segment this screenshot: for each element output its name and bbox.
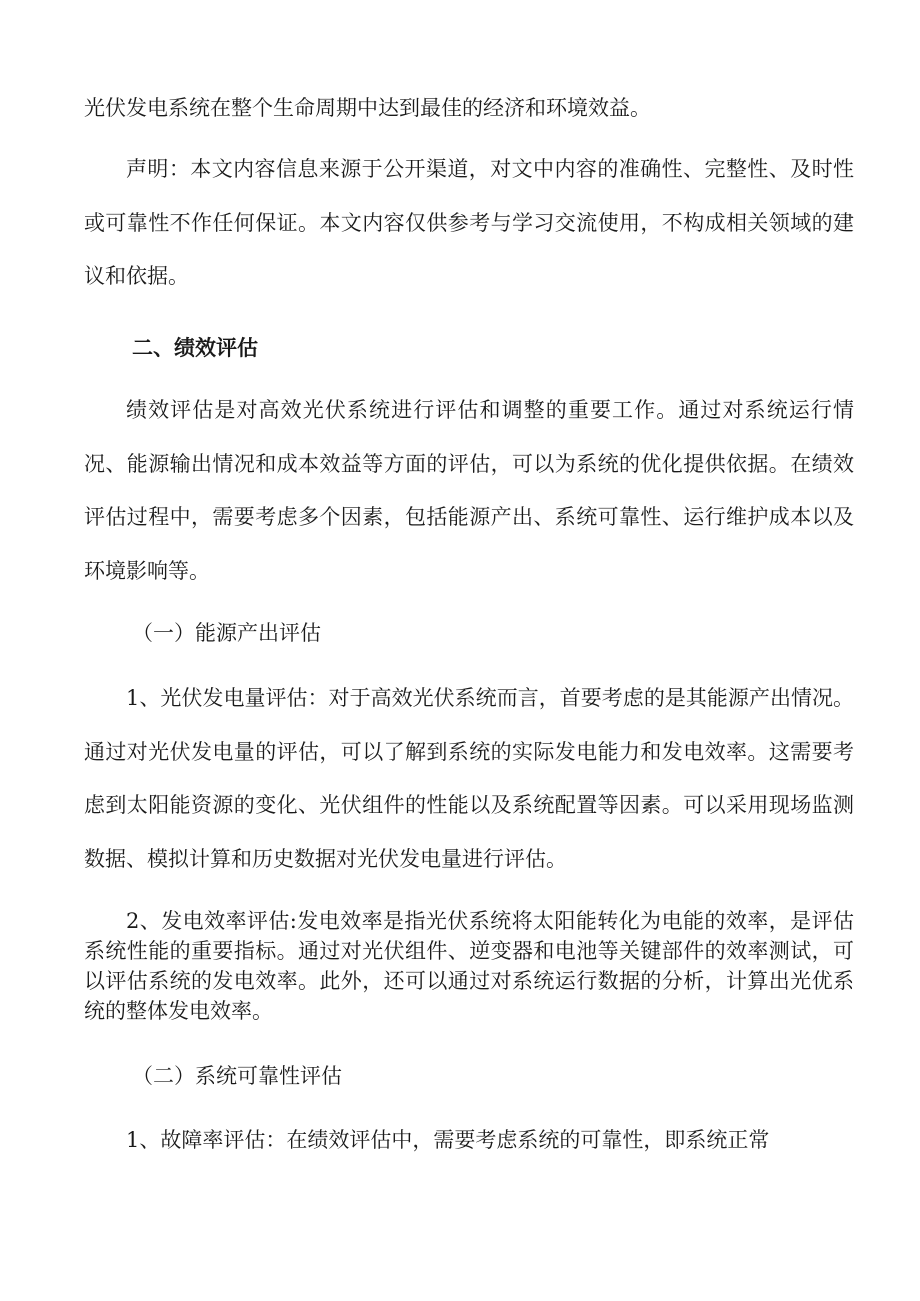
paragraph-disclaimer: 声明：本文内容信息来源于公开渠道，对文中内容的准确性、完整性、及时性或可靠性不作任何保证。本文内容仅供参考与学习交流使用，不构成相关领域的建议和依据。 xyxy=(84,157,854,288)
paragraph-failure-rate-evaluation: 1、故障率评估：在绩效评估中，需要考虑系统的可靠性，即系统正常 xyxy=(126,1128,770,1152)
subsection-heading-system-reliability: （二）系统可靠性评估 xyxy=(132,1064,342,1088)
section-heading-performance-evaluation: 二、绩效评估 xyxy=(132,336,258,360)
paragraph-intro-tail: 光伏发电系统在整个生命周期中达到最佳的经济和环境效益。 xyxy=(84,96,651,120)
paragraph-performance-overview: 绩效评估是对高效光伏系统进行评估和调整的重要工作。通过对系统运行情况、能源输出情况和成本效益等方面的评估，可以为系统的优化提供依据。在绩效评估过程中，需要考虑多个因素，包括能源产出、系统可靠性、运行维护成本以及环境影响等。 xyxy=(84,398,854,583)
paragraph-generation-efficiency-evaluation: 2、发电效率评估:发电效率是指光伏系统将太阳能转化为电能的效率，是评估系统性能的重要指标。通过对光伏组件、逆变器和电池等关键部件的效率测试，可以评估系统的发电效率。此外，还可以通过对系统运行数据的分析，计算出光优系统的整体发电效率。 xyxy=(84,909,854,1023)
paragraph-pv-generation-evaluation: 1、光伏发电量评估：对于高效光伏系统而言，首要考虑的是其能源产出情况。通过对光伏发电量的评估，可以了解到系统的实际发电能力和发电效率。这需要考虑到太阳能资源的变化、光伏组件的性能以及系统配置等因素。可以采用现场监测数据、模拟计算和历史数据对光伏发电量进行评估。 xyxy=(84,686,854,871)
subsection-heading-energy-output: （一）能源产出评估 xyxy=(132,621,321,645)
